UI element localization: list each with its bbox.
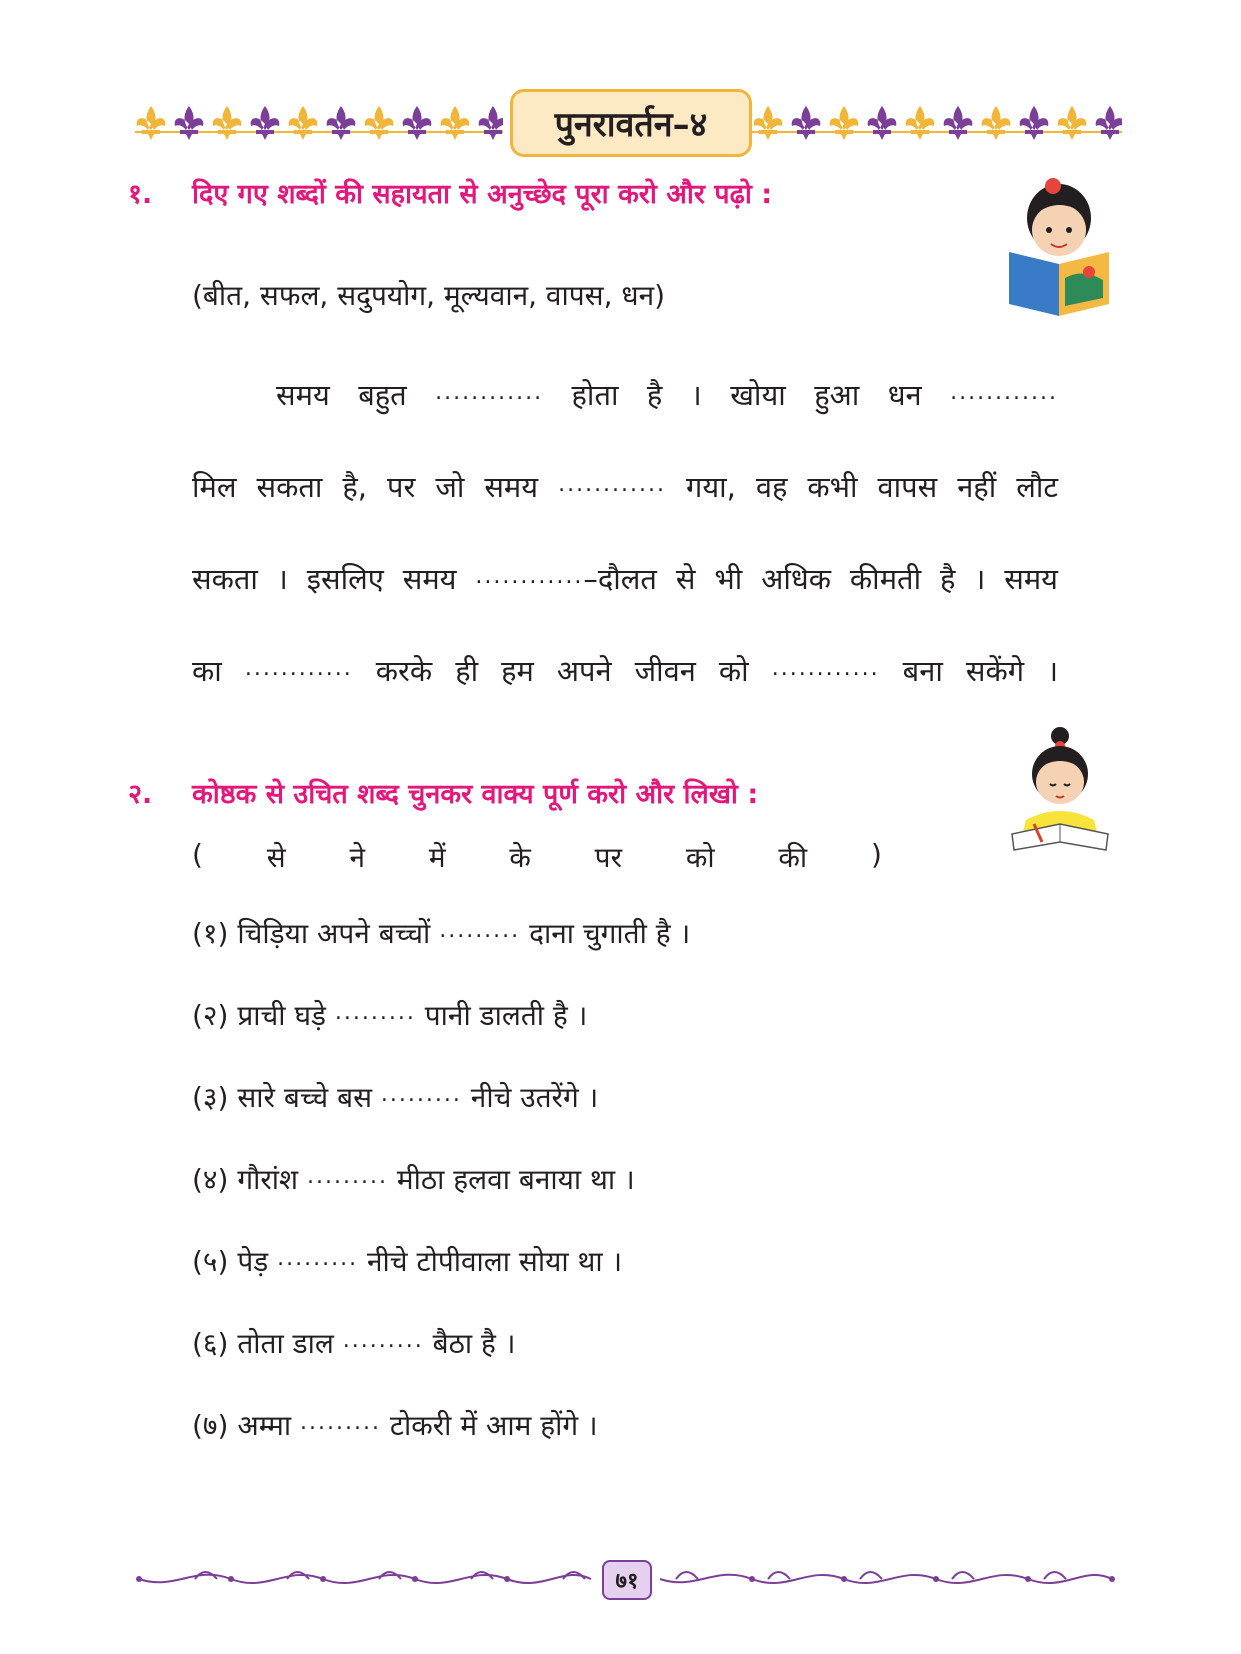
fleur-ornament bbox=[982, 106, 1011, 140]
sentence-2 bbox=[192, 996, 587, 1034]
fleur-ornament bbox=[251, 106, 280, 140]
fleur-ornament bbox=[1058, 106, 1087, 140]
text: टोकरी में आम होंगे । bbox=[389, 1409, 598, 1442]
fleur-ornament bbox=[175, 106, 204, 140]
sentence-4 bbox=[192, 1160, 635, 1198]
fleur-ornament bbox=[327, 106, 356, 140]
bracket-open: ( bbox=[192, 838, 203, 871]
fleur-ornament bbox=[403, 106, 432, 140]
blank: ......... bbox=[342, 1328, 424, 1353]
blank: ............ bbox=[435, 380, 544, 405]
text: चिड़िया अपने बच्चों bbox=[237, 917, 431, 950]
choice-word: पर bbox=[594, 841, 623, 874]
footer-ornament-left bbox=[135, 1561, 595, 1597]
sentence-number: (३) bbox=[192, 1081, 229, 1114]
text: गया, वह कभी वापस नहीं लौट bbox=[686, 470, 1058, 504]
choice-word: के bbox=[509, 841, 531, 874]
sentence-number: (५) bbox=[192, 1245, 229, 1278]
blank: ......... bbox=[300, 1410, 381, 1435]
text: होता है । खोया हुआ धन bbox=[571, 378, 922, 412]
text: बैठा है । bbox=[432, 1327, 516, 1360]
choice-word: ने bbox=[349, 841, 366, 874]
fleur-ornament bbox=[906, 106, 935, 140]
sentence-7 bbox=[192, 1406, 598, 1444]
text: तोता डाल bbox=[237, 1327, 334, 1360]
blank: ............ bbox=[558, 472, 667, 497]
sentence-1 bbox=[192, 914, 690, 952]
sentence-number: (७) bbox=[192, 1409, 229, 1442]
blank: ......... bbox=[380, 1082, 462, 1107]
sentence-5 bbox=[192, 1242, 622, 1280]
paragraph bbox=[192, 347, 1058, 715]
text: प्राची घड़े bbox=[237, 999, 326, 1032]
choice-word: में bbox=[428, 841, 446, 874]
word-list: (बीत, सफल, सदुपयोग, मूल्यवान, वापस, धन) bbox=[192, 279, 666, 312]
text: नीचे उतरेंगे । bbox=[470, 1081, 599, 1114]
blank: ......... bbox=[334, 1000, 416, 1025]
text: समय बहुत bbox=[276, 378, 407, 412]
fleur-ornament bbox=[792, 106, 821, 140]
text: पेड़ bbox=[237, 1245, 269, 1278]
fleur-ornament bbox=[944, 106, 973, 140]
blank: ......... bbox=[277, 1246, 359, 1271]
question-1-number: १. bbox=[128, 179, 153, 210]
text: दाना चुगाती है । bbox=[529, 917, 691, 950]
fleur-ornament bbox=[830, 106, 859, 140]
choice-word: से bbox=[266, 841, 286, 874]
question-2-heading: कोष्ठक से उचित शब्द चुनकर वाक्य पूर्ण करो और लिखो : bbox=[192, 779, 759, 810]
blank: ......... bbox=[307, 1164, 388, 1189]
blank: ............ bbox=[244, 656, 353, 681]
text: –दौलत से भी अधिक कीमती है । समय bbox=[583, 562, 1058, 596]
paragraph-line-4 bbox=[192, 623, 1058, 715]
fleur-ornament bbox=[868, 106, 897, 140]
header-ornament-right bbox=[752, 100, 1122, 144]
fleur-ornament bbox=[1096, 106, 1122, 140]
blank: ............ bbox=[475, 564, 584, 589]
text: नीचे टोपीवाला सोया था । bbox=[366, 1245, 623, 1278]
fleur-ornament bbox=[365, 106, 394, 140]
paragraph-line-2 bbox=[192, 439, 1058, 531]
fleur-ornament bbox=[479, 106, 503, 140]
writing-child-icon bbox=[1006, 724, 1114, 852]
blank: ......... bbox=[439, 918, 521, 943]
text: मिल सकता है, पर जो समय bbox=[192, 470, 539, 504]
blank: ............ bbox=[771, 656, 880, 681]
fleur-ornament bbox=[1020, 106, 1049, 140]
text: बना सकेंगे । bbox=[902, 654, 1059, 688]
sentence-3 bbox=[192, 1078, 598, 1116]
choice-word: की bbox=[778, 841, 808, 874]
sentence-number: (१) bbox=[192, 917, 229, 950]
question-2-number: २. bbox=[128, 779, 153, 810]
sentence-number: (६) bbox=[192, 1327, 229, 1360]
fleur-ornament bbox=[289, 106, 318, 140]
text: सकता । इसलिए समय bbox=[192, 562, 457, 596]
text: गौरांश bbox=[237, 1163, 299, 1196]
text: सारे बच्चे बस bbox=[237, 1081, 373, 1114]
text: अम्मा bbox=[237, 1409, 292, 1442]
bracket-close: ) bbox=[870, 838, 882, 871]
text: का bbox=[192, 654, 222, 688]
sentence-6 bbox=[192, 1324, 515, 1362]
sentence-number: (४) bbox=[192, 1163, 229, 1196]
text: मीठा हलवा बनाया था । bbox=[396, 1163, 635, 1196]
reading-child-icon bbox=[1003, 168, 1111, 318]
paragraph-line-1 bbox=[192, 347, 1058, 439]
word-choices bbox=[192, 838, 882, 876]
paragraph-line-3 bbox=[192, 531, 1058, 623]
fleur-ornament bbox=[137, 106, 166, 140]
fleur-ornament bbox=[441, 106, 470, 140]
fleur-ornament bbox=[213, 106, 242, 140]
text: करके ही हम अपने जीवन को bbox=[375, 654, 749, 688]
header-ornament-left bbox=[135, 100, 503, 144]
question-1-heading: दिए गए शब्दों की सहायता से अनुच्छेद पूरा करो और पढ़ो : bbox=[192, 179, 773, 210]
footer-ornament-right bbox=[656, 1561, 1116, 1597]
fleur-ornament bbox=[754, 106, 783, 140]
blank: ............ bbox=[950, 380, 1059, 405]
page-number: ७१ bbox=[602, 1560, 652, 1600]
sentence-number: (२) bbox=[192, 999, 229, 1032]
choice-word: को bbox=[685, 841, 715, 874]
text: पानी डालती है । bbox=[424, 999, 588, 1032]
page-title: पुनरावर्तन–४ bbox=[510, 89, 752, 157]
